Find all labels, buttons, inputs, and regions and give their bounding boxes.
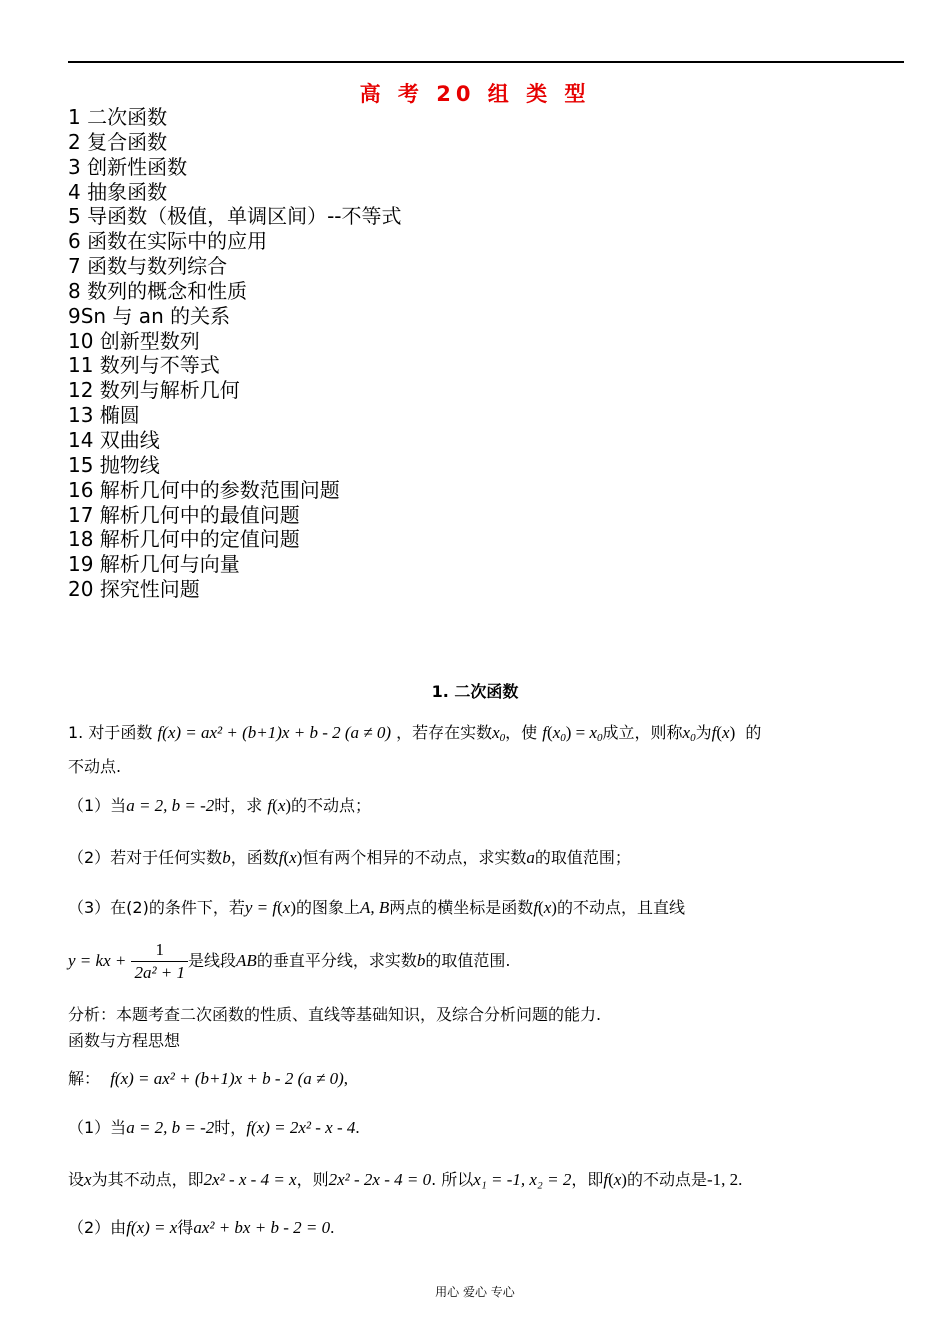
solution-part1-fixed-points [68, 1167, 742, 1190]
math-condition: a = 2, b = -2 [126, 796, 215, 815]
math-condition: f(x) = x [126, 1218, 178, 1237]
math-expression: f(x) = 2x² - x - 4 [246, 1118, 356, 1137]
math-x0: $x_0$ [589, 723, 603, 744]
math-period: . [738, 1170, 743, 1189]
page-title: 高 考 20 组 类 型 [359, 82, 591, 106]
fraction-numerator: 1 [131, 940, 188, 962]
toc-item: 12 数列与解析几何 [68, 378, 240, 403]
math-b: b [416, 951, 426, 970]
part2-question [68, 845, 631, 868]
math-ab: AB [236, 951, 257, 970]
toc-item: 20 探究性问题 [68, 577, 200, 602]
function-definition: f(x) = ax² + (b+1)x + b - 2 (a ≠ 0) [110, 1069, 344, 1088]
text: 恒有两个相异的不动点，求实数 [302, 848, 527, 867]
math-y-eq-fx: y = f [244, 898, 278, 917]
math-paren: ) = [565, 723, 590, 742]
toc-item: 1 二次函数 [68, 105, 168, 129]
text: 为 [695, 723, 712, 742]
text: ，使 [505, 723, 538, 742]
text: ，即 [571, 1170, 604, 1189]
text: . 所以 [431, 1170, 474, 1189]
toc-item: 18 解析几何中的定值问题 [68, 527, 300, 552]
toc-item: 14 双曲线 [68, 427, 160, 452]
text: 的图象上 [296, 898, 361, 917]
math-roots: x₁ = -1, x₂ = 2 [473, 1170, 572, 1189]
text: 的垂直平分线，求实数 [256, 951, 417, 970]
function-definition: f(x) = ax² + (b+1)x + b - 2 (a ≠ 0) [157, 723, 392, 742]
math-fraction [131, 940, 188, 983]
text: 的不动点； [291, 796, 372, 815]
math-fx-arg: (x) [608, 1170, 627, 1189]
math-fx: f [711, 723, 717, 742]
problem-intro-line-2: 不动点. [68, 757, 122, 776]
math-fx: f [603, 1170, 609, 1189]
text: 1. 对于函数 [68, 723, 153, 742]
text: 时，求 [214, 796, 263, 815]
math-x0: $x_0$ [682, 723, 696, 744]
method-text: 函数与方程思想 [68, 1031, 181, 1050]
text: 成立，则称 [602, 723, 683, 742]
math-fx: f [267, 796, 273, 815]
part3-question-line-2 [68, 940, 510, 983]
toc-item: 10 创新型数列 [68, 328, 200, 353]
math-period: . [355, 1118, 360, 1137]
text: 得 [177, 1218, 194, 1237]
text: （1）当 [68, 796, 127, 815]
part1-question [68, 793, 371, 816]
text: 的取值范围； [534, 848, 631, 867]
math-fx-arg: (x) [716, 723, 736, 742]
text: 的不动点，且直线 [556, 898, 685, 917]
math-points-ab: A, B [360, 898, 390, 917]
solution-part2 [68, 1215, 334, 1238]
page-footer: 用心 爱心 专心 [435, 1285, 515, 1299]
text: 的不动点是 [626, 1170, 707, 1189]
text: （1）当 [68, 1118, 127, 1137]
header-rule [68, 61, 904, 63]
text: 解： [68, 1069, 101, 1088]
math-x0: $x_0$ [492, 723, 506, 744]
math-line-equation: y = kx + [68, 951, 127, 970]
toc-item: 19 解析几何与向量 [68, 552, 240, 577]
math-values: -1, 2 [706, 1170, 739, 1189]
math-fx-arg: (x) [283, 848, 303, 867]
math-period: . [330, 1218, 335, 1237]
text: ，若存在实数 [396, 723, 493, 742]
toc-item: 11 数列与不等式 [68, 353, 220, 378]
text: （2）由 [68, 1218, 127, 1237]
toc-item: 7 函数与数列综合 [68, 254, 228, 279]
math-fx-arg: (x) [538, 898, 557, 917]
toc-item: 16 解析几何中的参数范围问题 [68, 477, 340, 502]
toc-item: 13 椭圆 [68, 403, 140, 428]
fraction-denominator: 2a² + 1 [134, 963, 186, 982]
text: 为其不动点，即 [91, 1170, 204, 1189]
math-x0: $x_0$ [552, 723, 566, 744]
text: 是线段 [188, 951, 237, 970]
solution-intro [68, 1066, 348, 1089]
math-paren: ( [547, 723, 553, 742]
toc-item: 4 抽象函数 [68, 179, 168, 204]
part3-question [68, 895, 685, 918]
math-condition: a = 2, b = -2 [126, 1118, 215, 1137]
math-a: a [526, 848, 535, 867]
toc-item: 3 创新性函数 [68, 154, 188, 179]
math-fx: f [278, 848, 284, 867]
section-title: 1. 二次函数 [431, 682, 519, 701]
math-fx-arg: (x) [277, 898, 296, 917]
text: 设 [68, 1170, 85, 1189]
text: 两点的横坐标是函数 [389, 898, 534, 917]
math-x: x [84, 1170, 92, 1189]
toc-item: 5 导函数（极值，单调区间）--不等式 [68, 204, 402, 229]
text: ，函数 [230, 848, 279, 867]
analysis-text: 分析：本题考查二次函数的性质、直线等基础知识，及综合分析问题的能力. [68, 1005, 602, 1024]
toc-item: 17 解析几何中的最值问题 [68, 502, 300, 527]
math-comma: , [343, 1069, 348, 1088]
toc-item: 8 数列的概念和性质 [68, 278, 248, 303]
math-fx0-eq-x0: f [542, 723, 548, 742]
math-equation: 2x² - 2x - 4 = 0 [328, 1170, 432, 1189]
problem-intro-line [68, 720, 761, 744]
math-expression: ax² + bx + b - 2 = 0 [193, 1218, 331, 1237]
text: 时， [214, 1118, 247, 1137]
text: （3）在(2)的条件下，若 [68, 898, 245, 917]
text: ，则 [296, 1170, 329, 1189]
text: （2）若对于任何实数 [68, 848, 223, 867]
math-fx: f [533, 898, 539, 917]
toc-item: 6 函数在实际中的应用 [68, 229, 268, 254]
text: 的 [745, 723, 762, 742]
math-equation: 2x² - x - 4 = x [203, 1170, 297, 1189]
toc-item: 9Sn 与 an 的关系 [68, 303, 231, 328]
math-fx-arg: (x) [272, 796, 292, 815]
math-b: b [222, 848, 231, 867]
toc-item: 15 抛物线 [68, 452, 160, 477]
solution-part1 [68, 1115, 360, 1138]
text: 的取值范围. [425, 951, 511, 970]
table-of-contents [68, 105, 402, 602]
toc-item: 2 复合函数 [68, 129, 168, 154]
